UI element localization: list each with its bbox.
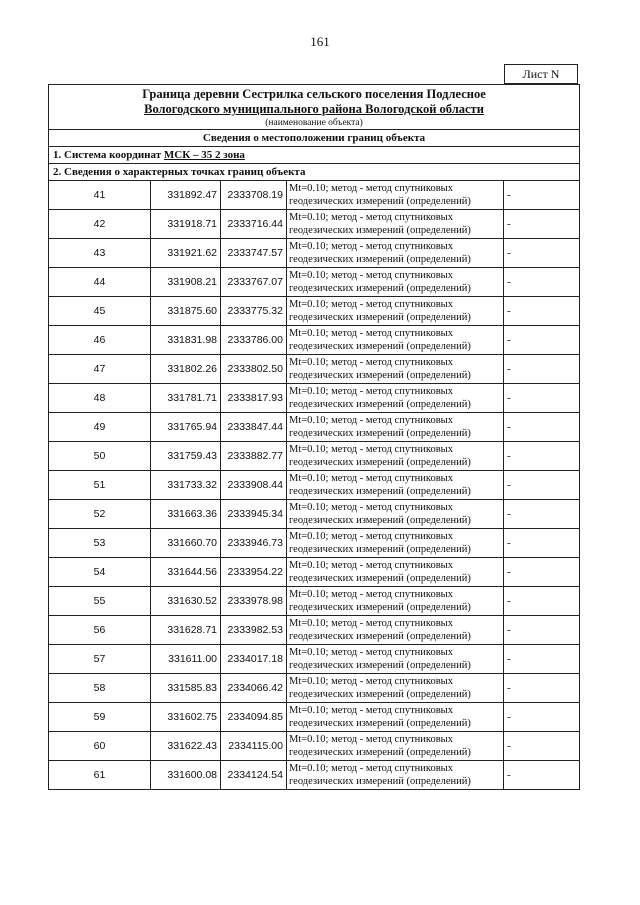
table-row <box>49 181 580 210</box>
table-row <box>49 384 580 413</box>
accuracy-method <box>287 384 504 413</box>
method-line-2: геодезических измерений (определений) <box>289 573 471 584</box>
method-line-2: геодезических измерений (определений) <box>289 515 471 526</box>
sheet-label: Лист N <box>504 64 578 84</box>
accuracy-method <box>287 587 504 616</box>
title-caption: (наименование объекта) <box>265 118 363 128</box>
extra-info: - <box>504 616 580 645</box>
coord-x: 331875.60 <box>151 297 221 326</box>
table-row <box>49 297 580 326</box>
point-number: 55 <box>49 587 151 616</box>
method-line-2: геодезических измерений (определений) <box>289 776 471 787</box>
boundary-table <box>48 84 580 790</box>
method-line-1: Mt=0.10; метод - метод спутниковых <box>289 531 453 542</box>
method-line-2: геодезических измерений (определений) <box>289 660 471 671</box>
table-row <box>49 674 580 703</box>
point-number: 42 <box>49 210 151 239</box>
method-line-1: Mt=0.10; метод - метод спутниковых <box>289 270 453 281</box>
table-row <box>49 355 580 384</box>
point-number: 52 <box>49 500 151 529</box>
extra-info: - <box>504 442 580 471</box>
point-number: 43 <box>49 239 151 268</box>
points-header: 2. Сведения о характерных точках границ объекта <box>49 164 580 181</box>
accuracy-method <box>287 558 504 587</box>
coord-y: 2333882.77 <box>221 442 287 471</box>
coord-y: 2333747.57 <box>221 239 287 268</box>
extra-info: - <box>504 703 580 732</box>
coord-x: 331802.26 <box>151 355 221 384</box>
table-row <box>49 210 580 239</box>
accuracy-method <box>287 268 504 297</box>
table-row <box>49 268 580 297</box>
table-row <box>49 732 580 761</box>
coord-x: 331892.47 <box>151 181 221 210</box>
method-line-1: Mt=0.10; метод - метод спутниковых <box>289 328 453 339</box>
coord-x: 331585.83 <box>151 674 221 703</box>
accuracy-method <box>287 529 504 558</box>
coord-x: 331628.71 <box>151 616 221 645</box>
method-line-1: Mt=0.10; метод - метод спутниковых <box>289 560 453 571</box>
table-row <box>49 442 580 471</box>
extra-info: - <box>504 558 580 587</box>
method-line-1: Mt=0.10; метод - метод спутниковых <box>289 357 453 368</box>
accuracy-method <box>287 181 504 210</box>
coord-x: 331733.32 <box>151 471 221 500</box>
method-line-1: Mt=0.10; метод - метод спутниковых <box>289 705 453 716</box>
object-title <box>49 85 580 130</box>
coord-y: 2333946.73 <box>221 529 287 558</box>
coord-x: 331908.21 <box>151 268 221 297</box>
method-line-1: Mt=0.10; метод - метод спутниковых <box>289 676 453 687</box>
method-line-1: Mt=0.10; метод - метод спутниковых <box>289 589 453 600</box>
point-number: 46 <box>49 326 151 355</box>
method-line-1: Mt=0.10; метод - метод спутниковых <box>289 473 453 484</box>
coord-y: 2334124.54 <box>221 761 287 790</box>
point-number: 53 <box>49 529 151 558</box>
title-line-2: Вологодского муниципального района Вологодской области <box>144 102 484 116</box>
extra-info: - <box>504 529 580 558</box>
extra-info: - <box>504 761 580 790</box>
point-number: 44 <box>49 268 151 297</box>
point-number: 61 <box>49 761 151 790</box>
accuracy-method <box>287 761 504 790</box>
coord-y: 2333802.50 <box>221 355 287 384</box>
point-number: 49 <box>49 413 151 442</box>
accuracy-method <box>287 500 504 529</box>
table-row <box>49 529 580 558</box>
method-line-2: геодезических измерений (определений) <box>289 631 471 642</box>
page-number: 161 <box>310 34 330 49</box>
accuracy-method <box>287 210 504 239</box>
accuracy-method <box>287 442 504 471</box>
coord-x: 331630.52 <box>151 587 221 616</box>
coord-x: 331759.43 <box>151 442 221 471</box>
method-line-1: Mt=0.10; метод - метод спутниковых <box>289 647 453 658</box>
method-line-1: Mt=0.10; метод - метод спутниковых <box>289 415 453 426</box>
extra-info: - <box>504 645 580 674</box>
point-number: 57 <box>49 645 151 674</box>
method-line-1: Mt=0.10; метод - метод спутниковых <box>289 444 453 455</box>
method-line-1: Mt=0.10; метод - метод спутниковых <box>289 386 453 397</box>
coord-y: 2333767.07 <box>221 268 287 297</box>
extra-info: - <box>504 297 580 326</box>
accuracy-method <box>287 326 504 355</box>
point-number: 45 <box>49 297 151 326</box>
accuracy-method <box>287 413 504 442</box>
coord-y: 2334094.85 <box>221 703 287 732</box>
accuracy-method <box>287 297 504 326</box>
method-line-2: геодезических измерений (определений) <box>289 544 471 555</box>
extra-info: - <box>504 413 580 442</box>
extra-info: - <box>504 471 580 500</box>
title-line-1: Граница деревни Сестрилка сельского поселения Подлесное <box>142 87 486 101</box>
point-number: 59 <box>49 703 151 732</box>
points-header-row <box>49 164 580 181</box>
method-line-2: геодезических измерений (определений) <box>289 486 471 497</box>
coord-x: 331781.71 <box>151 384 221 413</box>
coord-x: 331660.70 <box>151 529 221 558</box>
coord-y: 2333847.44 <box>221 413 287 442</box>
table-row <box>49 239 580 268</box>
method-line-2: геодезических измерений (определений) <box>289 312 471 323</box>
table-row <box>49 326 580 355</box>
extra-info: - <box>504 732 580 761</box>
method-line-1: Mt=0.10; метод - метод спутниковых <box>289 618 453 629</box>
extra-info: - <box>504 384 580 413</box>
table-row <box>49 471 580 500</box>
coord-y: 2333978.98 <box>221 587 287 616</box>
coord-x: 331765.94 <box>151 413 221 442</box>
point-number: 41 <box>49 181 151 210</box>
coord-x: 331644.56 <box>151 558 221 587</box>
coord-y: 2334017.18 <box>221 645 287 674</box>
coord-x: 331921.62 <box>151 239 221 268</box>
method-line-2: геодезических измерений (определений) <box>289 457 471 468</box>
coord-system-value: МСК – 35 2 зона <box>163 149 245 161</box>
point-number: 54 <box>49 558 151 587</box>
table-row <box>49 703 580 732</box>
method-line-2: геодезических измерений (определений) <box>289 283 471 294</box>
method-line-2: геодезических измерений (определений) <box>289 602 471 613</box>
accuracy-method <box>287 732 504 761</box>
title-row <box>49 85 580 130</box>
method-line-2: геодезических измерений (определений) <box>289 747 471 758</box>
table-row <box>49 413 580 442</box>
method-line-2: геодезических измерений (определений) <box>289 370 471 381</box>
coord-system <box>49 147 580 164</box>
coord-y: 2334066.42 <box>221 674 287 703</box>
method-line-2: геодезических измерений (определений) <box>289 689 471 700</box>
table-row <box>49 645 580 674</box>
method-line-2: геодезических измерений (определений) <box>289 196 471 207</box>
point-number: 60 <box>49 732 151 761</box>
point-number: 56 <box>49 616 151 645</box>
coord-y: 2334115.00 <box>221 732 287 761</box>
method-line-1: Mt=0.10; метод - метод спутниковых <box>289 763 453 774</box>
method-line-1: Mt=0.10; метод - метод спутниковых <box>289 734 453 745</box>
accuracy-method <box>287 355 504 384</box>
table-row <box>49 587 580 616</box>
section-header-row <box>49 130 580 147</box>
coord-y: 2333954.22 <box>221 558 287 587</box>
coord-x: 331663.36 <box>151 500 221 529</box>
method-line-2: геодезических измерений (определений) <box>289 428 471 439</box>
coord-y: 2333716.44 <box>221 210 287 239</box>
extra-info: - <box>504 500 580 529</box>
extra-info: - <box>504 181 580 210</box>
point-number: 48 <box>49 384 151 413</box>
point-number: 50 <box>49 442 151 471</box>
coord-x: 331918.71 <box>151 210 221 239</box>
extra-info: - <box>504 268 580 297</box>
extra-info: - <box>504 239 580 268</box>
coord-x: 331611.00 <box>151 645 221 674</box>
extra-info: - <box>504 210 580 239</box>
accuracy-method <box>287 239 504 268</box>
coord-y: 2333708.19 <box>221 181 287 210</box>
method-line-2: геодезических измерений (определений) <box>289 341 471 352</box>
coord-y: 2333817.93 <box>221 384 287 413</box>
table-row <box>49 500 580 529</box>
table-row <box>49 761 580 790</box>
coord-y: 2333945.34 <box>221 500 287 529</box>
accuracy-method <box>287 645 504 674</box>
method-line-2: геодезических измерений (определений) <box>289 225 471 236</box>
coord-y: 2333775.32 <box>221 297 287 326</box>
accuracy-method <box>287 674 504 703</box>
coord-system-row <box>49 147 580 164</box>
coord-system-label: 1. Система координат <box>53 149 164 161</box>
method-line-1: Mt=0.10; метод - метод спутниковых <box>289 241 453 252</box>
coord-y: 2333982.53 <box>221 616 287 645</box>
coord-x: 331622.43 <box>151 732 221 761</box>
method-line-1: Mt=0.10; метод - метод спутниковых <box>289 183 453 194</box>
extra-info: - <box>504 674 580 703</box>
accuracy-method <box>287 471 504 500</box>
coord-x: 331600.08 <box>151 761 221 790</box>
point-number: 47 <box>49 355 151 384</box>
extra-info: - <box>504 326 580 355</box>
table-row <box>49 616 580 645</box>
accuracy-method <box>287 616 504 645</box>
extra-info: - <box>504 355 580 384</box>
extra-info: - <box>504 587 580 616</box>
method-line-1: Mt=0.10; метод - метод спутниковых <box>289 502 453 513</box>
point-number: 58 <box>49 674 151 703</box>
method-line-1: Mt=0.10; метод - метод спутниковых <box>289 212 453 223</box>
point-number: 51 <box>49 471 151 500</box>
method-line-2: геодезических измерений (определений) <box>289 254 471 265</box>
accuracy-method <box>287 703 504 732</box>
coord-y: 2333908.44 <box>221 471 287 500</box>
section-header: Сведения о местоположении границ объекта <box>49 130 580 147</box>
coord-y: 2333786.00 <box>221 326 287 355</box>
method-line-2: геодезических измерений (определений) <box>289 399 471 410</box>
coord-x: 331602.75 <box>151 703 221 732</box>
coord-x: 331831.98 <box>151 326 221 355</box>
method-line-1: Mt=0.10; метод - метод спутниковых <box>289 299 453 310</box>
method-line-2: геодезических измерений (определений) <box>289 718 471 729</box>
table-row <box>49 558 580 587</box>
